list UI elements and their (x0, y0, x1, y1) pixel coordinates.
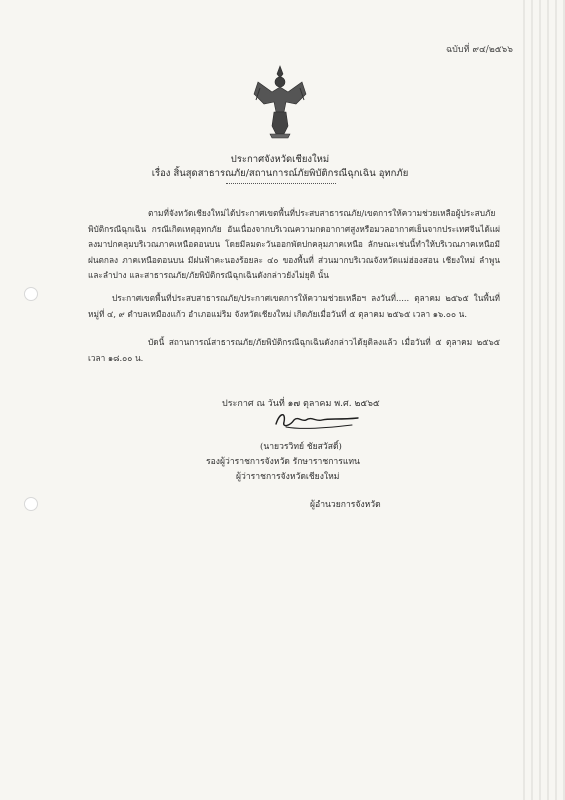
garuda-emblem-icon (250, 64, 310, 144)
paragraph-1: ตามที่จังหวัดเชียงใหม่ได้ประกาศเขตพื้นที่ประสบสาธารณภัย/เขตการให้ความช่วยเหลือผู้ประสบภัยพิบัติกรณีฉุกเฉิน กรณีเกิดเหตุอุทกภัย อันเนื่องจากบริเวณความกดอากาศสูงหรือมวลอากาศเย็นจากประเทศจีนได้แผ่ลงมาปกคลุมบริเวณภาคเหนือตอนบน โดยมีลมตะวันออกพัดปกคลุมภาคเหนือ ลักษณะเช่นนี้ทำให้บริเวณภาคเหนือมีฝนตกลง ภาคเหนือตอนบน มีฝนฟ้าคะนองร้อยละ ๔๐ ของพื้นที่ ส่วนมากบริเวณจังหวัดแม่ฮ่องสอน เชียงใหม่ ลำพูน และลำปาง และสาธารณภัย/ภัยพิบัติกรณีฉุกเฉินดังกล่าวยังไม่ยุติ นั้น (88, 208, 500, 281)
title-divider (226, 183, 336, 185)
signer-name: (นายวรวิทย์ ชัยสวัสดิ์) (260, 442, 342, 452)
handwritten-signature-icon (272, 408, 362, 432)
paragraph-2: ประกาศเขตพื้นที่ประสบสาธารณภัย/ประกาศเขตการให้ความช่วยเหลือฯ ลงวันที่..... ตุลาคม ๒๕๖๕ ในพื้นที่หมู่ที่ ๔, ๙ ตำบลเหมืองแก้ว อำเภอแม่ริม จังหวัดเชียงใหม่ เกิดภัยเมื่อวันที่ ๕ ตุลาคม ๒๕๖๕ เวลา ๑๖.๐๐ น. (88, 293, 500, 319)
signer-position-2: ผู้ว่าราชการจังหวัดเชียงใหม่ (236, 472, 340, 482)
signer-position-1: รองผู้ว่าราชการจังหวัด รักษาราชการแทน (206, 457, 360, 467)
document-subject: เรื่อง สิ้นสุดสาธารณภัย/สถานการณ์ภัยพิบัติกรณีฉุกเฉิน อุทกภัย (151, 168, 409, 179)
document-title: ประกาศจังหวัดเชียงใหม่ (230, 154, 330, 165)
page-edge-stripes (517, 0, 565, 800)
punch-hole-icon (24, 497, 38, 511)
paragraph-3: บัดนี้ สถานการณ์สาธารณภัย/ภัยพิบัติกรณีฉุกเฉินดังกล่าวได้ยุติลงแล้ว เมื่อวันที่ ๕ ตุลาคม ๒๕๖๕ เวลา ๑๘.๐๐ น. (88, 337, 500, 363)
signer-position-3: ผู้อำนวยการจังหวัด (310, 500, 381, 510)
announcement-date: ประกาศ ณ วันที่ ๑๗ ตุลาคม พ.ศ. ๒๕๖๕ (222, 399, 380, 409)
document-number: ฉบับที่ ๙๔/๒๕๖๖ (446, 45, 513, 55)
punch-hole-icon (24, 287, 38, 301)
